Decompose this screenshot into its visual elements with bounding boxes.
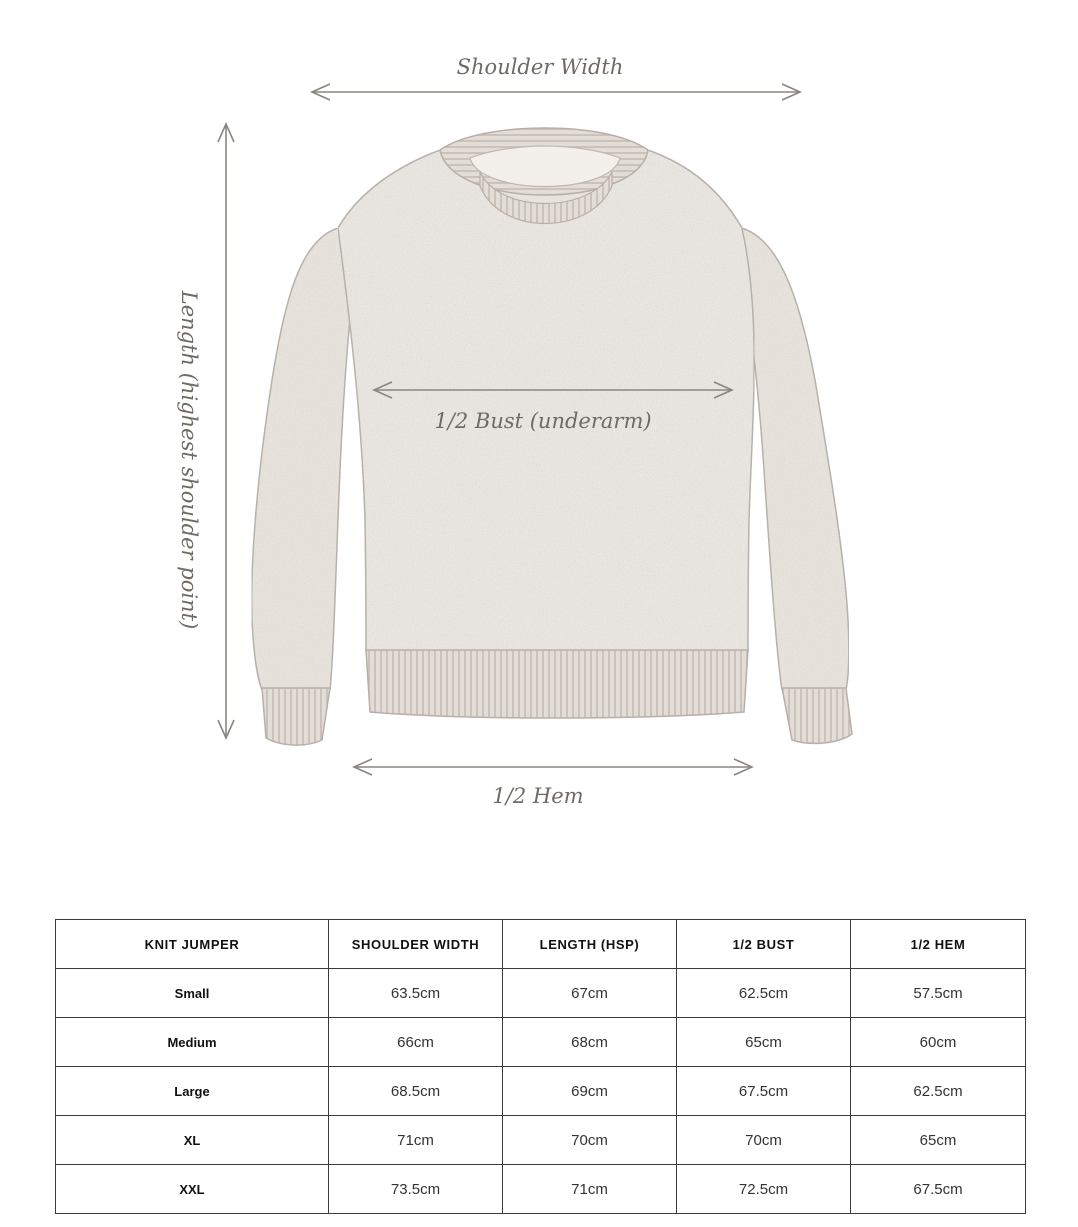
shoulder-cell: 73.5cm: [329, 1165, 503, 1214]
header-half-hem: 1/2 HEM: [851, 920, 1026, 969]
half-hem-arrow: [354, 759, 752, 775]
header-shoulder-width: SHOULDER WIDTH: [329, 920, 503, 969]
header-length: LENGTH (HSP): [503, 920, 677, 969]
hem-cell: 57.5cm: [851, 969, 1026, 1018]
shoulder-cell: 66cm: [329, 1018, 503, 1067]
table-row: [56, 1018, 1026, 1067]
shoulder-width-label: Shoulder Width: [456, 55, 624, 79]
size-cell: Large: [56, 1067, 329, 1116]
length-cell: 71cm: [503, 1165, 677, 1214]
length-label: Length (highest shoulder point): [177, 290, 201, 630]
bust-cell: 67.5cm: [677, 1067, 851, 1116]
length-cell: 68cm: [503, 1018, 677, 1067]
length-cell: 69cm: [503, 1067, 677, 1116]
size-cell: Medium: [56, 1018, 329, 1067]
hem-cell: 65cm: [851, 1116, 1026, 1165]
size-cell: XXL: [56, 1165, 329, 1214]
size-cell: XL: [56, 1116, 329, 1165]
bust-cell: 62.5cm: [677, 969, 851, 1018]
header-half-bust: 1/2 BUST: [677, 920, 851, 969]
bust-cell: 72.5cm: [677, 1165, 851, 1214]
table-row: [56, 1165, 1026, 1214]
sweater-body: [338, 150, 754, 718]
bust-cell: 70cm: [677, 1116, 851, 1165]
left-sleeve: [252, 228, 360, 745]
table-header-row: [56, 920, 1026, 969]
hem-cell: 60cm: [851, 1018, 1026, 1067]
size-chart-table: [55, 919, 1026, 1214]
header-knit-jumper: KNIT JUMPER: [56, 920, 329, 969]
length-cell: 70cm: [503, 1116, 677, 1165]
length-cell: 67cm: [503, 969, 677, 1018]
shoulder-cell: 71cm: [329, 1116, 503, 1165]
length-arrow: [218, 124, 234, 738]
hem-cell: 67.5cm: [851, 1165, 1026, 1214]
half-hem-label: 1/2 Hem: [492, 784, 584, 808]
hem-cell: 62.5cm: [851, 1067, 1026, 1116]
shoulder-cell: 63.5cm: [329, 969, 503, 1018]
bust-cell: 65cm: [677, 1018, 851, 1067]
table-row: [56, 1067, 1026, 1116]
shoulder-cell: 68.5cm: [329, 1067, 503, 1116]
half-bust-label: 1/2 Bust (underarm): [434, 409, 652, 433]
shoulder-width-arrow: [312, 84, 800, 100]
right-sleeve: [736, 228, 852, 743]
table-row: [56, 969, 1026, 1018]
table-row: [56, 1116, 1026, 1165]
size-cell: Small: [56, 969, 329, 1018]
